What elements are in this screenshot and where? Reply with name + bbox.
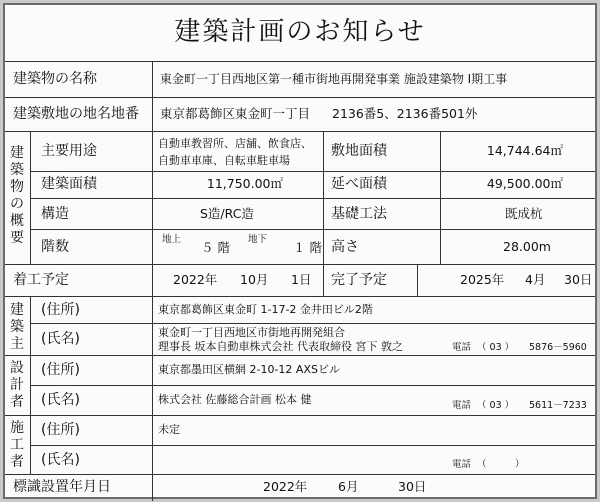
divider	[5, 474, 595, 475]
divider	[5, 415, 595, 416]
total-floor-area-label: 延べ面積	[331, 176, 387, 192]
height-label: 高さ	[331, 239, 359, 255]
building-area-label: 建築面積	[41, 176, 97, 192]
divider	[30, 171, 595, 172]
designer-name: 株式会社 佐藤総合計画 松本 健	[158, 393, 312, 406]
site-address-lots: 2136番5、2136番501外	[332, 106, 478, 121]
building-name-label: 建築物の名称	[13, 71, 97, 87]
floors-below-value: １ 階	[293, 240, 322, 255]
start-day: 1日	[291, 272, 312, 287]
owner-name-line2: 理事長 坂本自動車株式会社 代表取締役 宮下 敦之	[158, 340, 403, 353]
height-value: 28.00m	[503, 239, 551, 254]
overview-group-label: 建築物の概要	[10, 145, 24, 246]
sign-date-label: 標識設置年月日	[13, 479, 111, 495]
owner-name-label: (氏名)	[41, 331, 80, 347]
divider	[152, 296, 153, 474]
designer-address: 東京都墨田区横網 2-10-12 AXSビル	[158, 363, 340, 376]
owner-phone-area: （ 03 ）	[477, 342, 515, 353]
site-area-value: 14,744.64㎡	[486, 143, 563, 158]
divider	[5, 131, 595, 132]
completion-year: 2025年	[460, 272, 505, 287]
designer-name-label: (氏名)	[41, 392, 80, 408]
divider	[5, 296, 595, 297]
divider	[30, 445, 595, 446]
divider	[5, 264, 595, 265]
owner-phone-label: 電話	[452, 342, 472, 353]
divider	[152, 474, 153, 501]
page-title: 建築計画のお知らせ	[174, 17, 426, 47]
contractor-address-label: (住所)	[41, 422, 80, 438]
divider	[5, 97, 595, 98]
divider	[30, 323, 595, 324]
sign-date-month: 6月	[338, 479, 359, 494]
designer-phone-area: （ 03 ）	[477, 400, 515, 411]
designer-phone-number: 5611－7233	[529, 400, 587, 411]
start-label: 着工予定	[13, 272, 69, 288]
divider	[417, 264, 418, 296]
divider	[152, 264, 153, 296]
foundation-value: 既成杭	[505, 206, 543, 221]
designer-address-label: (住所)	[41, 362, 80, 378]
structure-value: S造/RC造	[200, 206, 254, 221]
start-month: 10月	[240, 272, 269, 287]
owner-address: 東京都葛飾区東金町 1-17-2 金井田ビル2階	[158, 303, 373, 316]
divider	[5, 61, 595, 62]
contractor-phone-area: （ ）	[477, 459, 525, 470]
structure-label: 構造	[41, 206, 69, 222]
completion-month: 4月	[525, 272, 546, 287]
total-floor-area-value: 49,500.00㎡	[486, 176, 563, 191]
site-address-label: 建築敷地の地名地番	[13, 106, 139, 122]
site-address-prefix: 東京都葛飾区東金町一丁目	[160, 106, 311, 121]
divider	[30, 296, 31, 474]
owner-address-label: (住所)	[41, 302, 80, 318]
divider	[30, 385, 595, 386]
owner-group-label: 建築主	[10, 302, 24, 352]
divider	[323, 131, 324, 296]
contractor-name-label: (氏名)	[41, 452, 80, 468]
designer-phone-label: 電話	[452, 400, 472, 411]
owner-phone-number: 5876－5960	[529, 342, 587, 353]
main-use-line1: 自動車教習所、店舗、飲食店、	[158, 137, 312, 150]
building-area-value: 11,750.00㎡	[206, 176, 283, 191]
divider	[30, 229, 595, 230]
completion-day: 30日	[564, 272, 593, 287]
floors-above-value: ５ 階	[201, 240, 230, 255]
notice-board	[3, 3, 597, 499]
contractor-phone-label: 電話	[452, 459, 472, 470]
divider	[30, 198, 595, 199]
floors-below-label: 地下	[248, 234, 268, 245]
site-area-label: 敷地面積	[331, 143, 387, 159]
main-use-line2: 自動車車庫、自転車駐車場	[158, 154, 290, 167]
building-name-value: 東金町一丁目西地区第一種市街地再開発事業 施設建築物 Ⅰ期工事	[160, 72, 508, 86]
divider	[30, 131, 31, 264]
floors-above-label: 地上	[162, 234, 182, 245]
divider	[5, 355, 595, 356]
contractor-address: 未定	[158, 423, 180, 436]
divider	[152, 131, 153, 264]
main-use-label: 主要用途	[41, 143, 97, 159]
start-year: 2022年	[173, 272, 218, 287]
sign-date-year: 2022年	[263, 479, 308, 494]
contractor-group-label: 施工者	[10, 420, 24, 470]
owner-name-line1: 東金町一丁目西地区市街地再開発組合	[158, 326, 345, 339]
sign-date-day: 30日	[398, 479, 427, 494]
divider	[440, 131, 441, 264]
foundation-label: 基礎工法	[331, 206, 387, 222]
designer-group-label: 設計者	[10, 360, 24, 410]
floors-label: 階数	[41, 239, 69, 255]
completion-label: 完了予定	[331, 272, 387, 288]
divider	[152, 61, 153, 131]
